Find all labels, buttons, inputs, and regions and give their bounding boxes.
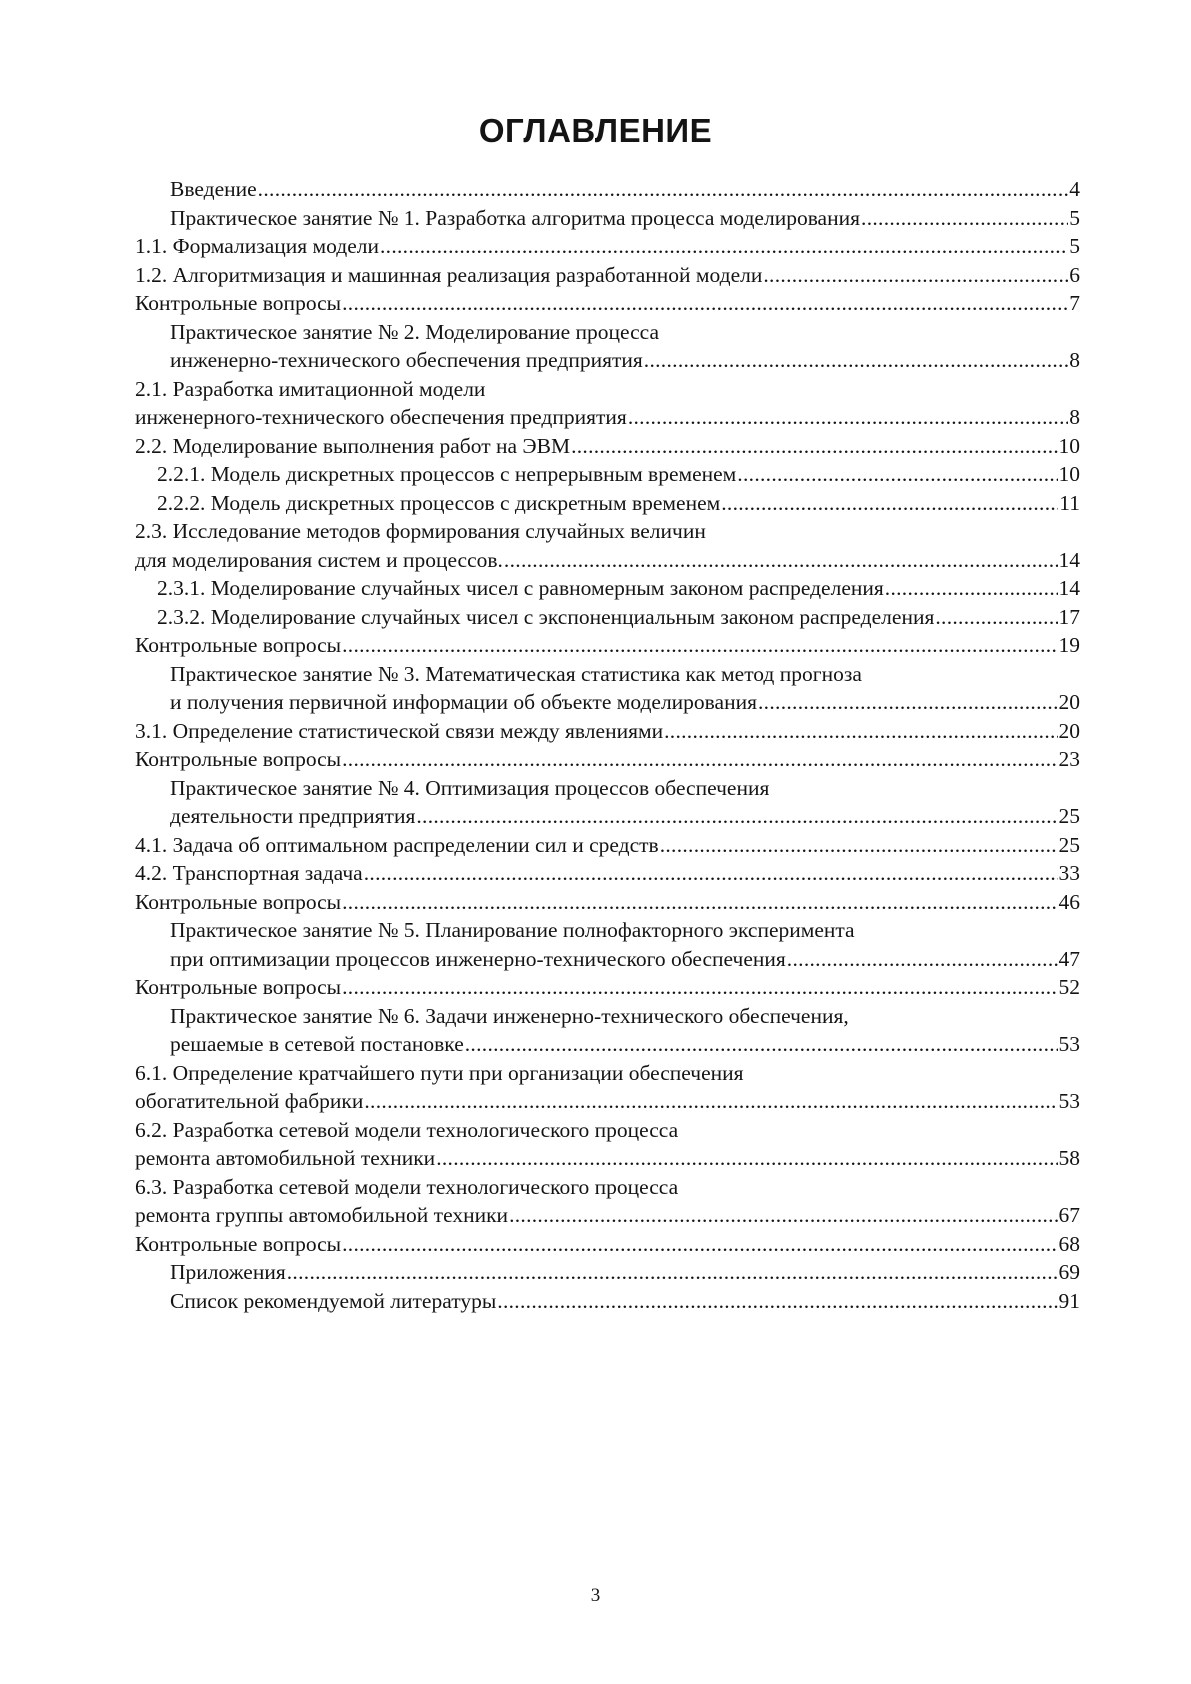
toc-leader-dots (465, 1030, 1058, 1059)
toc-leader-dots (509, 1201, 1057, 1230)
toc-entry-text: Практическое занятие № 1. Разработка алгоритма процесса моделирования (170, 205, 861, 230)
toc-leader-dots (571, 432, 1057, 461)
toc-entry (135, 346, 1080, 375)
toc-entry (135, 1258, 1080, 1287)
toc-entry-text: деятельности предприятия (170, 804, 416, 828)
toc-entry-text: Контрольные вопросы (135, 889, 342, 914)
toc-page-number: 69 (1058, 1260, 1080, 1284)
toc-leader-dots (364, 859, 1058, 888)
toc-leader-dots (660, 831, 1058, 860)
toc-entry-line1 (135, 1116, 1080, 1145)
toc-entry (135, 802, 1080, 831)
page-title: ОГЛАВЛЕНИЕ (478, 112, 713, 149)
toc-entry (135, 204, 1080, 233)
toc-entry (135, 175, 1080, 204)
toc-page-number: 11 (1059, 490, 1080, 515)
toc-entry (135, 631, 1080, 660)
toc-entry-line1 (135, 774, 1080, 803)
toc-entry (135, 1144, 1080, 1173)
toc-entry (135, 717, 1080, 746)
toc-entry-text: для моделирования систем и процессов. (135, 547, 503, 572)
toc-leader-dots (644, 346, 1068, 375)
toc-leader-dots (763, 261, 1068, 290)
toc-entry-text: 6.1. Определение кратчайшего пути при организации обеспечения (135, 1060, 744, 1085)
toc-page-number: 68 (1058, 1231, 1080, 1256)
toc-leader-dots (380, 232, 1068, 261)
toc-page-number: 8 (1069, 348, 1080, 372)
toc-entry-text: Контрольные вопросы (135, 975, 342, 999)
toc-page-number: 20 (1058, 690, 1080, 714)
toc-page-number: 19 (1058, 633, 1080, 657)
toc-entry (135, 831, 1080, 860)
toc-entry-text: и получения первичной информации об объекте моделирования (170, 690, 757, 714)
toc-entry (135, 403, 1080, 432)
toc-entry-text: решаемые в сетевой постановке (170, 1032, 464, 1056)
toc-page-number: 8 (1069, 405, 1080, 429)
toc-leader-dots (436, 1144, 1057, 1173)
toc-entry-text: 2.2.2. Модель дискретных процессов с дискретным временем (157, 490, 721, 515)
toc-entry-line1 (135, 1002, 1080, 1031)
toc-leader-dots (885, 574, 1058, 603)
toc-entry-text: 6.3. Разработка сетевой модели технологического процесса (135, 1174, 679, 1199)
toc-entry-text: ремонта группы автомобильной техники (135, 1203, 509, 1227)
toc-leader-dots (342, 631, 1057, 660)
toc-entry-text: Практическое занятие № 3. Математическая статистика как метод прогноза (170, 661, 862, 686)
toc-page-number: 25 (1058, 832, 1080, 857)
toc-entry (135, 973, 1080, 1002)
toc-page-number: 53 (1058, 1089, 1080, 1113)
toc-entry-text: 6.2. Разработка сетевой модели технологического процесса (135, 1117, 679, 1142)
toc-page-number: 6 (1069, 262, 1080, 287)
toc-leader-dots (504, 546, 1058, 575)
toc-page-number: 4 (1069, 177, 1080, 201)
toc-entry (135, 688, 1080, 717)
toc-leader-dots (737, 460, 1057, 489)
toc-leader-dots (721, 489, 1058, 518)
toc-page-number: 17 (1058, 604, 1080, 629)
toc-entry (135, 603, 1080, 632)
toc-entry (135, 1201, 1080, 1230)
toc-leader-dots (861, 204, 1068, 233)
toc-leader-dots (758, 688, 1058, 717)
toc-entry (135, 945, 1080, 974)
toc-page-number: 5 (1069, 234, 1080, 258)
toc-page-number: 53 (1058, 1032, 1080, 1056)
toc-page-number: 52 (1058, 975, 1080, 999)
toc-entry-text: 2.1. Разработка имитационной модели (135, 376, 486, 401)
toc-entry-text: Контрольные вопросы (135, 1231, 342, 1256)
toc-page-number: 5 (1069, 205, 1080, 230)
toc-entry (135, 289, 1080, 318)
toc-entry-text: Список рекомендуемой литературы (170, 1288, 497, 1313)
toc-entry (135, 888, 1080, 917)
toc-entry (135, 745, 1080, 774)
page-number: 3 (590, 1585, 601, 1606)
toc-entry-text: 1.1. Формализация модели (135, 234, 379, 258)
toc-leader-dots (364, 1087, 1057, 1116)
toc-entry-text: Контрольные вопросы (135, 291, 342, 315)
toc-entry (135, 261, 1080, 290)
toc-leader-dots (342, 973, 1057, 1002)
toc-entry (135, 432, 1080, 461)
toc-page-number: 7 (1069, 291, 1080, 315)
toc-leader-dots (342, 1230, 1057, 1259)
toc-page-number: 47 (1058, 946, 1080, 971)
toc-entry (135, 859, 1080, 888)
toc-entry-text: ремонта автомобильной техники (135, 1146, 436, 1170)
toc-entry-text: Практическое занятие № 5. Планирование полнофакторного эксперимента (170, 918, 855, 942)
toc-page-number: 58 (1058, 1146, 1080, 1170)
toc-entry-text: Приложения (170, 1260, 286, 1284)
toc-leader-dots (416, 802, 1057, 831)
toc-entry (135, 574, 1080, 603)
toc-entry-text: 2.3. Исследование методов формирования случайных величин (135, 519, 706, 543)
toc-entry (135, 460, 1080, 489)
toc-page-number: 46 (1058, 889, 1080, 914)
toc-entry-text: Практическое занятие № 2. Моделирование процесса (170, 319, 659, 344)
toc-leader-dots (664, 717, 1057, 746)
toc-entry (135, 1287, 1080, 1316)
toc-entry (135, 546, 1080, 575)
toc-page-number: 14 (1058, 547, 1080, 572)
toc-entry-line1 (135, 1059, 1080, 1088)
toc-entry-text: 2.2. Моделирование выполнения работ на ЭВМ (135, 433, 571, 458)
toc-entry-text: 2.3.1. Моделирование случайных чисел с равномерным законом распределения (157, 576, 884, 600)
toc-entry-text: инженерного-технического обеспечения предприятия (135, 405, 627, 429)
toc-page-number: 14 (1058, 576, 1080, 600)
toc-entry (135, 232, 1080, 261)
toc-page-number: 25 (1058, 804, 1080, 828)
toc-page-number: 23 (1058, 747, 1080, 771)
toc-entry-text: Практическое занятие № 6. Задачи инженерно-технического обеспечения, (170, 1003, 849, 1028)
toc-leader-dots (342, 888, 1057, 917)
toc-leader-dots (935, 603, 1057, 632)
toc-entry-text: 2.3.2. Моделирование случайных чисел с экспоненциальным законом распределения (157, 604, 935, 629)
toc-entry (135, 489, 1080, 518)
toc-leader-dots (497, 1287, 1057, 1316)
toc-leader-dots (258, 175, 1069, 204)
toc-page-number: 10 (1058, 433, 1080, 458)
toc-leader-dots (628, 403, 1068, 432)
toc-leader-dots (287, 1258, 1058, 1287)
toc-entry (135, 1230, 1080, 1259)
toc-page-number: 20 (1058, 718, 1080, 743)
toc-entry-line1 (135, 1173, 1080, 1202)
toc-entry-text: Практическое занятие № 4. Оптимизация процессов обеспечения (170, 775, 770, 800)
toc-leader-dots (342, 289, 1068, 318)
toc-entry-text: Контрольные вопросы (135, 747, 342, 771)
toc-entry-text: инженерно-технического обеспечения предприятия (170, 348, 643, 372)
toc-entry-text: 4.2. Транспортная задача (135, 861, 363, 885)
toc-entry (135, 1087, 1080, 1116)
toc-entry-text: при оптимизации процессов инженерно-технического обеспечения (170, 946, 786, 971)
toc-entry (135, 1030, 1080, 1059)
toc-page-number: 33 (1058, 861, 1080, 885)
toc-entry-text: Контрольные вопросы (135, 633, 342, 657)
toc-leader-dots (787, 945, 1058, 974)
toc-entry-text: 2.2.1. Модель дискретных процессов с непрерывным временем (157, 462, 737, 486)
toc-leader-dots (342, 745, 1057, 774)
toc-entry-text: Введение (170, 177, 257, 201)
toc-entry-line1 (135, 375, 1080, 404)
toc-page-number: 91 (1058, 1288, 1080, 1313)
toc-page-number: 10 (1058, 462, 1080, 486)
toc-entry-line1 (135, 916, 1080, 945)
toc-entry-line1 (135, 318, 1080, 347)
toc-entry-text: 1.2. Алгоритмизация и машинная реализация разработанной модели (135, 262, 763, 287)
toc-page-number: 67 (1058, 1203, 1080, 1227)
toc-entry-text: обогатительной фабрики (135, 1089, 364, 1113)
toc-entry-text: 3.1. Определение статистической связи между явлениями (135, 718, 664, 743)
table-of-contents (135, 175, 1080, 1315)
toc-entry-line1 (135, 517, 1080, 546)
toc-entry-text: 4.1. Задача об оптимальном распределении сил и средств (135, 832, 659, 857)
toc-entry-line1 (135, 660, 1080, 689)
